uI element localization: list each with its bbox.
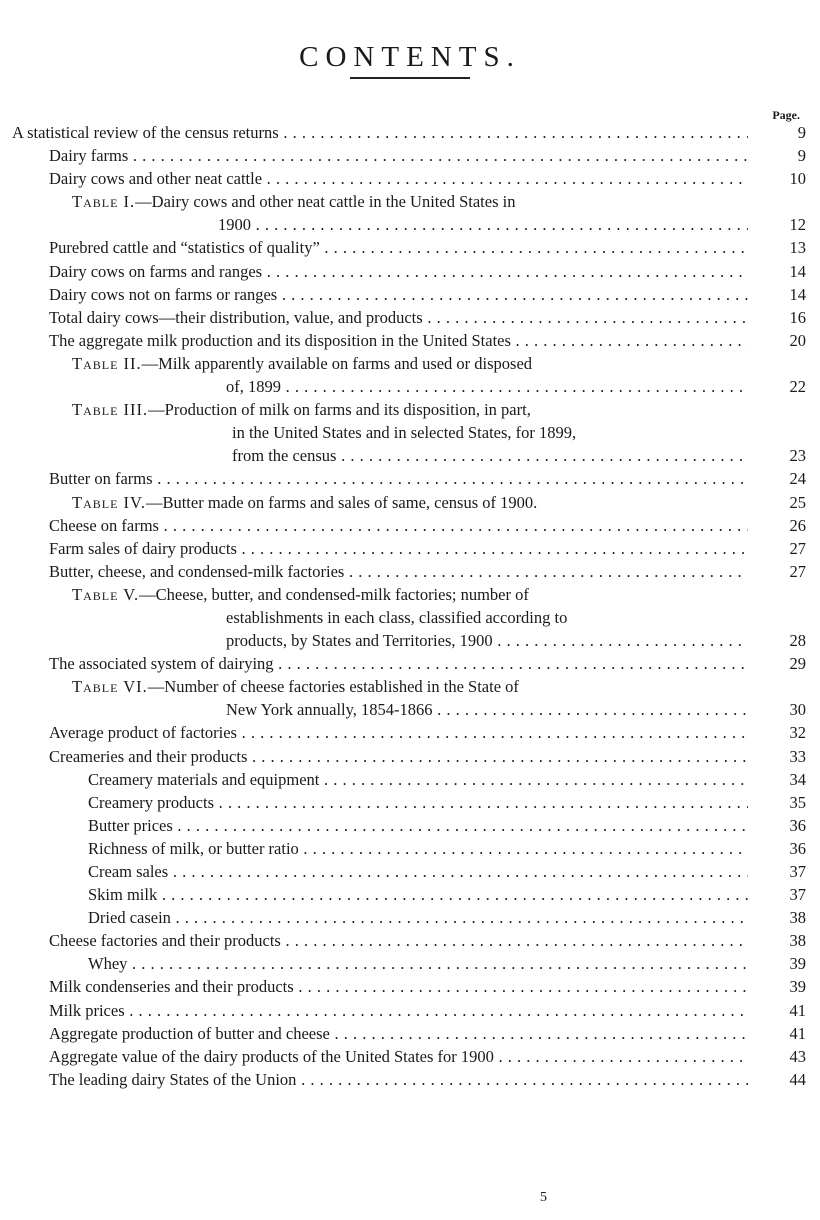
toc-entry-text: Cheese on farms . . . [49,514,748,537]
toc-entry [12,583,806,652]
toc-entry-text: Aggregate production of butter and cheese . . . [49,1022,748,1045]
toc-entry-text: Creamery products . . . [88,791,748,814]
toc-entry-line [72,629,806,652]
title-rule [350,77,470,79]
toc-entry-text: Dairy cows on farms and ranges . . . [49,260,748,283]
toc-entry [12,260,806,283]
toc-entry-text: Average product of factories . . . [49,721,748,744]
toc-entry-text: Butter on farms . . . [49,467,748,490]
toc-entry-text: Butter prices . . . [88,814,748,837]
toc-entry-text: Richness of milk, or butter ratio . . . [88,837,748,860]
table-label: Table IV. [72,492,146,512]
toc-page-number: 27 [789,538,806,558]
toc-entry-text: Farm sales of dairy products . . . [49,537,748,560]
toc-entry [12,860,806,883]
toc-entry [12,745,806,768]
toc-page-number: 24 [789,469,806,489]
table-label: Table II. [72,353,142,373]
toc-page-number: 32 [789,723,806,743]
toc-page-number: 20 [789,330,806,350]
toc-entry-text: establishments in each class, classified according to [226,607,568,627]
toc-page-number: 38 [789,908,806,928]
toc-entry-line [72,421,806,444]
toc-entry-line [72,190,806,213]
toc-entry-line [72,675,806,698]
toc-entry-text: Cheese factories and their products . . . [49,929,748,952]
table-label: Table I. [72,192,136,212]
page-column-label: Page. [772,108,800,122]
toc-entry [12,791,806,814]
toc-entry-text: —Milk apparently available on farms and used or disposed [141,353,533,373]
toc-entry [12,167,806,190]
toc-entry [12,144,806,167]
toc-entry-text: Dried casein . . . [88,906,748,929]
toc-entry-text: products, by States and Territories, 1900 . . . [226,629,748,652]
toc-entry [12,721,806,744]
toc-entry-line [72,583,806,606]
toc-page-number: 39 [789,954,806,974]
toc-page-number: 13 [789,238,806,258]
toc-page-number: 35 [789,792,806,812]
toc-page-number: 41 [789,1023,806,1043]
table-label: Table VI. [72,677,148,697]
toc-entry [12,1068,806,1091]
table-label: Table III. [72,400,149,420]
toc-entry [12,1045,806,1068]
toc-page-number: 34 [789,769,806,789]
toc-entry-text: Aggregate value of the dairy products of the United States for 1900 . . . [49,1045,748,1068]
toc-entry-line [72,698,806,721]
toc-entry [12,491,806,514]
toc-entry-text: of, 1899 . . . [226,375,748,398]
toc-page-number: 9 [797,123,806,142]
toc-entry-text: Creameries and their products . . . [49,745,748,768]
toc-page-number: 28 [789,631,806,651]
toc-entry-text: 1900 . . . [218,213,748,236]
toc-page-number: 23 [789,446,806,466]
toc-entry-text: The associated system of dairying . . . [49,652,748,675]
toc-entry-line [72,375,806,398]
toc-entry-line [72,213,806,236]
toc-entry-text: —Number of cheese factories established in the State of [147,677,519,697]
table-of-contents [12,121,806,1091]
toc-entry-line [72,491,806,514]
toc-entry-text: Creamery materials and equipment . . . [88,768,748,791]
toc-page-number: 37 [789,862,806,881]
toc-entry-text: from the census . . . [232,444,748,467]
toc-entry-text: New York annually, 1854-1866 . . . [226,698,748,721]
toc-entry [12,121,806,144]
toc-entry [12,675,806,721]
toc-page-number: 38 [789,931,806,951]
toc-entry [12,236,806,259]
page-title: CONTENTS. [299,41,521,74]
toc-page-number: 36 [789,838,806,858]
toc-entry [12,560,806,583]
toc-entry [12,1022,806,1045]
toc-entry-text: Total dairy cows—their distribution, value, and products . . . [49,306,748,329]
toc-entry-text: —Dairy cows and other neat cattle in the United States in [135,192,516,212]
toc-entry [12,768,806,791]
toc-entry [12,929,806,952]
toc-entry-text: Cream sales . . . [88,860,748,883]
toc-page-number: 30 [789,700,806,720]
toc-entry-text: Milk condenseries and their products . . . [49,975,748,998]
toc-entry-text: Purebred cattle and “statistics of quality” . . . [49,236,748,259]
toc-entry [12,467,806,490]
toc-entry [12,652,806,675]
toc-entry [12,283,806,306]
toc-entry-line [72,444,806,467]
toc-entry-text: A statistical review of the census returns . . . [12,121,748,144]
toc-page-number: 9 [797,146,806,166]
toc-entry [12,190,806,236]
toc-page-number: 36 [789,815,806,835]
toc-entry [12,837,806,860]
toc-entry [12,398,806,467]
toc-entry [12,514,806,537]
table-label: Table V. [72,584,140,604]
toc-entry-line [72,606,806,629]
toc-entry [12,537,806,560]
toc-entry-text: Butter, cheese, and condensed-milk factories . . . [49,560,748,583]
toc-page-number: 16 [789,307,806,327]
toc-page-number: 26 [789,515,806,535]
toc-entry-text: Dairy cows not on farms or ranges . . . [49,283,748,306]
toc-page-number: 22 [789,377,806,397]
toc-entry-text: —Cheese, butter, and condensed-milk factories; number of [139,584,529,604]
toc-entry-text: Dairy farms . . . [49,144,748,167]
toc-page-number: 14 [789,284,806,304]
toc-entry [12,906,806,929]
toc-page-number: 39 [789,977,806,997]
toc-entry [12,952,806,975]
toc-entry-line [72,398,806,421]
toc-entry-text: Whey . . . [88,952,748,975]
toc-entry [12,814,806,837]
toc-page-number: 44 [789,1069,806,1089]
toc-page-number: 43 [789,1046,806,1066]
toc-page-number: 37 [789,885,806,905]
toc-entry-text: The aggregate milk production and its disposition in the United States . . . [49,329,748,352]
toc-entry [12,999,806,1022]
toc-entry [12,329,806,352]
toc-page-number: 33 [789,746,806,766]
toc-entry-text: Skim milk . . . [88,883,748,906]
toc-entry-text: —Butter made on farms and sales of same, census of 1900. [145,492,538,512]
toc-entry-text: Milk prices . . . [49,999,748,1022]
toc-entry-line [72,352,806,375]
toc-page-number: 12 [789,215,806,235]
toc-entry [12,883,806,906]
toc-entry-text: in the United States and in selected States, for 1899, [232,423,577,443]
toc-page-number: 27 [789,561,806,581]
toc-entry-text: The leading dairy States of the Union . . . [49,1068,748,1091]
toc-entry [12,975,806,998]
toc-page-number: 41 [789,1000,806,1020]
page-number: 5 [540,1190,547,1205]
toc-page-number: 10 [789,169,806,189]
toc-page-number: 29 [789,654,806,674]
toc-entry-text: Dairy cows and other neat cattle . . . [49,167,748,190]
toc-entry [12,306,806,329]
toc-entry-text: —Production of milk on farms and its disposition, in part, [148,400,531,420]
toc-page-number: 25 [789,492,806,512]
toc-entry [12,352,806,398]
toc-page-number: 14 [789,261,806,281]
